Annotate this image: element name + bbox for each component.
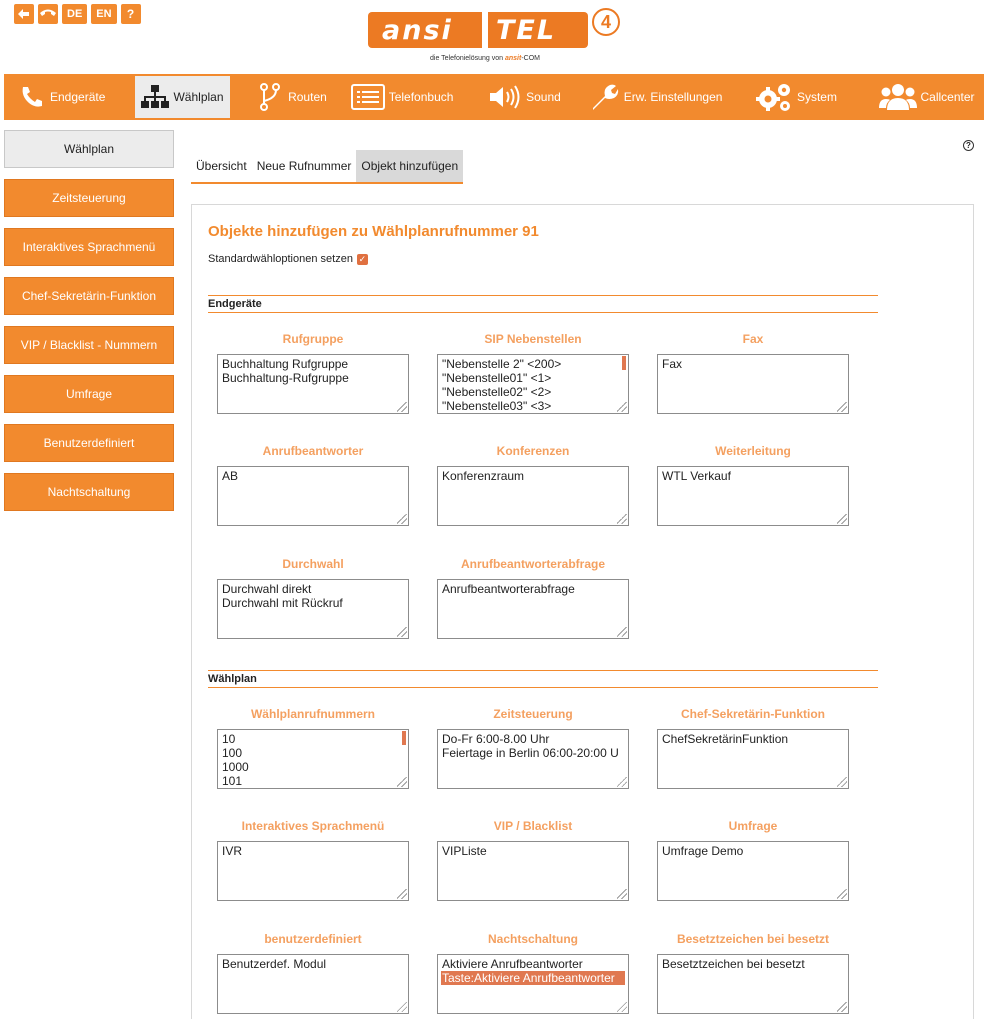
anrufbeantworterabfrage-select[interactable]	[437, 579, 629, 639]
phone-icon	[18, 83, 46, 111]
nachtschaltung-select[interactable]	[437, 954, 629, 1014]
resize-handle-icon[interactable]	[397, 402, 407, 412]
group-label: Rufgruppe	[282, 332, 344, 346]
group-umfrage	[657, 819, 849, 858]
nav-item-endgeraete[interactable]: Endgeräte	[12, 76, 131, 118]
group-besetztzeichen	[657, 932, 849, 971]
list-item[interactable]: Anrufbeantworterabfrage	[442, 582, 575, 596]
chef-sekretaerin-select[interactable]	[657, 729, 849, 789]
group-label: Zeitsteuerung	[493, 707, 573, 721]
group-sprachmenue	[217, 819, 409, 858]
group-label: benutzerdefiniert	[264, 932, 362, 946]
list-item[interactable]: Benutzerdef. Modul	[222, 957, 327, 971]
sidebar-item-nachtschaltung[interactable]: Nachtschaltung	[4, 473, 174, 511]
logo-tagline: die Telefonielösung von ansit-COM	[430, 55, 541, 62]
group-label: Konferenzen	[496, 444, 570, 458]
group-rufgruppe	[217, 332, 409, 385]
list-item[interactable]: Besetztzeichen bei besetzt	[662, 957, 805, 971]
resize-handle-icon[interactable]	[397, 777, 407, 787]
group-label: Wählplanrufnummern	[250, 707, 375, 721]
standard-options-checkbox[interactable]: ✓	[358, 253, 367, 264]
durchwahl-select[interactable]	[217, 579, 409, 639]
resize-handle-icon[interactable]	[397, 514, 407, 524]
group-vip-blacklist	[437, 819, 629, 858]
standard-options-label: Standardwähloptionen setzen	[208, 253, 353, 265]
resize-handle-icon[interactable]	[837, 1002, 847, 1012]
fax-select[interactable]	[657, 354, 849, 414]
logout-icon[interactable]	[14, 4, 34, 24]
resize-handle-icon[interactable]	[617, 889, 627, 899]
group-label: Besetztzeichen bei besetzt	[676, 932, 830, 946]
main-nav	[4, 74, 984, 120]
tab-neue-rufnummer[interactable]: Neue Rufnummer	[256, 159, 352, 173]
besetztzeichen-select[interactable]	[657, 954, 849, 1014]
speaker-icon	[488, 83, 522, 111]
help-button[interactable]: ?	[121, 4, 141, 24]
list-item[interactable]: AB	[222, 469, 239, 483]
list-item[interactable]: WTL Verkauf	[662, 469, 731, 483]
sidebar-item-vip-blacklist[interactable]: VIP / Blacklist - Nummern	[4, 326, 174, 364]
list-item[interactable]: Fax	[662, 357, 683, 371]
top-toolbar	[14, 4, 141, 24]
group-konferenzen	[437, 444, 629, 483]
group-label: Fax	[742, 332, 764, 346]
list-item[interactable]: Buchhaltung Rufgruppe	[222, 357, 349, 371]
scrollbar[interactable]	[402, 731, 406, 745]
list-item[interactable]: Konferenzraum	[442, 469, 525, 483]
logo-text-ansi: ansi	[382, 15, 453, 46]
zeitsteuerung-select[interactable]	[437, 729, 629, 789]
resize-handle-icon[interactable]	[397, 627, 407, 637]
waehlplanrufnummern-select[interactable]	[217, 729, 409, 789]
group-weiterleitung	[657, 444, 849, 483]
group-waehlplanrufnummern	[217, 707, 409, 788]
group-sip-nebenstellen	[437, 332, 629, 413]
resize-handle-icon[interactable]	[397, 889, 407, 899]
section-waehlplan: Wählplan	[208, 670, 878, 688]
group-label: Weiterleitung	[715, 444, 791, 458]
sprachmenue-select[interactable]	[217, 841, 409, 901]
group-label: Durchwahl	[282, 557, 344, 571]
anrufbeantworter-select[interactable]	[217, 466, 409, 526]
sidebar-item-chef-sekretaerin[interactable]: Chef-Sekretärin-Funktion	[4, 277, 174, 315]
list-item[interactable]: VIPListe	[442, 844, 487, 858]
group-chef-sekretaerin	[657, 707, 849, 746]
standard-options-row	[208, 253, 368, 265]
routes-icon	[256, 83, 284, 111]
group-zeitsteuerung	[437, 707, 629, 760]
tab-bar	[191, 150, 463, 184]
group-durchwahl	[217, 557, 409, 610]
resize-handle-icon[interactable]	[837, 777, 847, 787]
list-item[interactable]: "Nebenstelle 2" <200>	[442, 357, 562, 371]
phone-icon[interactable]	[38, 4, 58, 24]
lang-en-button[interactable]: EN	[91, 4, 116, 24]
group-anrufbeantworterabfrage	[437, 557, 629, 596]
version-badge: 4	[592, 8, 620, 36]
list-item-selected[interactable]: Taste:Aktiviere Anrufbeantworter	[441, 971, 625, 985]
group-anrufbeantworter	[217, 444, 409, 483]
gears-icon	[755, 83, 793, 111]
sidebar	[4, 130, 174, 522]
list-item[interactable]: 1000	[222, 760, 249, 774]
help-icon[interactable]: ?	[963, 140, 974, 151]
resize-handle-icon[interactable]	[617, 1002, 627, 1012]
group-label: VIP / Blacklist	[493, 819, 573, 833]
section-endgeraete: Endgeräte	[208, 295, 878, 313]
users-icon	[879, 83, 917, 111]
group-label: SIP Nebenstellen	[484, 332, 582, 346]
nav-item-erw-einstellungen[interactable]: Erw. Einstellungen	[582, 76, 749, 118]
main-panel	[191, 204, 974, 1019]
resize-handle-icon[interactable]	[617, 627, 627, 637]
list-item[interactable]: IVR	[222, 844, 243, 858]
sidebar-item-zeitsteuerung[interactable]: Zeitsteuerung	[4, 179, 174, 217]
nav-item-waehlplan[interactable]: Wählplan	[135, 76, 230, 118]
group-label: Umfrage	[728, 819, 778, 833]
nav-item-sound[interactable]: Sound	[482, 76, 580, 118]
nav-item-routen[interactable]: Routen	[250, 76, 345, 118]
rufgruppe-select[interactable]	[217, 354, 409, 414]
resize-handle-icon[interactable]	[617, 514, 627, 524]
list-item[interactable]: Durchwahl direkt	[222, 582, 312, 596]
resize-handle-icon[interactable]	[837, 514, 847, 524]
list-item[interactable]: 101	[222, 774, 243, 788]
group-label: Chef-Sekretärin-Funktion	[680, 707, 825, 721]
list-item[interactable]: ChefSekretärinFunktion	[662, 732, 789, 746]
wrench-icon	[588, 83, 620, 111]
benutzerdefiniert-select[interactable]	[217, 954, 409, 1014]
weiterleitung-select[interactable]	[657, 466, 849, 526]
group-label: Interaktives Sprachmenü	[241, 819, 385, 833]
nav-item-telefonbuch[interactable]: Telefonbuch	[345, 76, 476, 118]
list-item[interactable]: "Nebenstelle01" <1>	[442, 371, 552, 385]
ansitel-logo	[368, 8, 618, 68]
list-item[interactable]: Do-Fr 6:00-8.00 Uhr	[442, 732, 550, 746]
scrollbar[interactable]	[622, 356, 626, 370]
sitemap-icon	[141, 83, 169, 111]
resize-handle-icon[interactable]	[617, 402, 627, 412]
resize-handle-icon[interactable]	[397, 1002, 407, 1012]
group-fax	[657, 332, 849, 371]
group-label: Nachtschaltung	[487, 932, 578, 946]
list-item[interactable]: 10	[222, 732, 236, 746]
sidebar-item-waehlplan[interactable]: Wählplan	[4, 130, 174, 168]
sidebar-item-benutzerdefiniert[interactable]: Benutzerdefiniert	[4, 424, 174, 462]
vip-blacklist-select[interactable]	[437, 841, 629, 901]
list-item[interactable]: Durchwahl mit Rückruf	[222, 596, 343, 610]
group-label: Anrufbeantworterabfrage	[460, 557, 606, 571]
list-item[interactable]: Feiertage in Berlin 06:00-20:00 U	[442, 746, 619, 760]
resize-handle-icon[interactable]	[837, 402, 847, 412]
list-item[interactable]: 100	[222, 746, 243, 760]
resize-handle-icon[interactable]	[617, 777, 627, 787]
tab-uebersicht[interactable]: Übersicht	[196, 159, 247, 173]
group-label: Anrufbeantworter	[262, 444, 364, 458]
umfrage-select[interactable]	[657, 841, 849, 901]
list-item[interactable]: Aktiviere Anrufbeantworter	[442, 957, 583, 971]
sidebar-item-umfrage[interactable]: Umfrage	[4, 375, 174, 413]
page-title: Objekte hinzufügen zu Wählplanrufnummer 91	[208, 223, 539, 240]
list-item[interactable]: "Nebenstelle03" <3>	[442, 399, 552, 413]
logo-text-tel: TEL	[496, 15, 557, 46]
list-icon	[351, 83, 385, 111]
group-nachtschaltung	[437, 932, 629, 985]
resize-handle-icon[interactable]	[837, 889, 847, 899]
sidebar-item-sprachmenue[interactable]: Interaktives Sprachmenü	[4, 228, 174, 266]
group-benutzerdefiniert	[217, 932, 409, 971]
list-item[interactable]: "Nebenstelle02" <2>	[442, 385, 552, 399]
sip-nebenstellen-select[interactable]	[437, 354, 629, 414]
list-item[interactable]: Umfrage Demo	[662, 844, 744, 858]
konferenzen-select[interactable]	[437, 466, 629, 526]
tab-objekt-hinzufuegen[interactable]: Objekt hinzufügen	[356, 150, 463, 182]
lang-de-button[interactable]: DE	[62, 4, 87, 24]
nav-item-callcenter[interactable]: Callcenter	[873, 76, 985, 118]
list-item[interactable]: Buchhaltung-Rufgruppe	[222, 371, 349, 385]
nav-item-system[interactable]: System	[749, 76, 859, 118]
